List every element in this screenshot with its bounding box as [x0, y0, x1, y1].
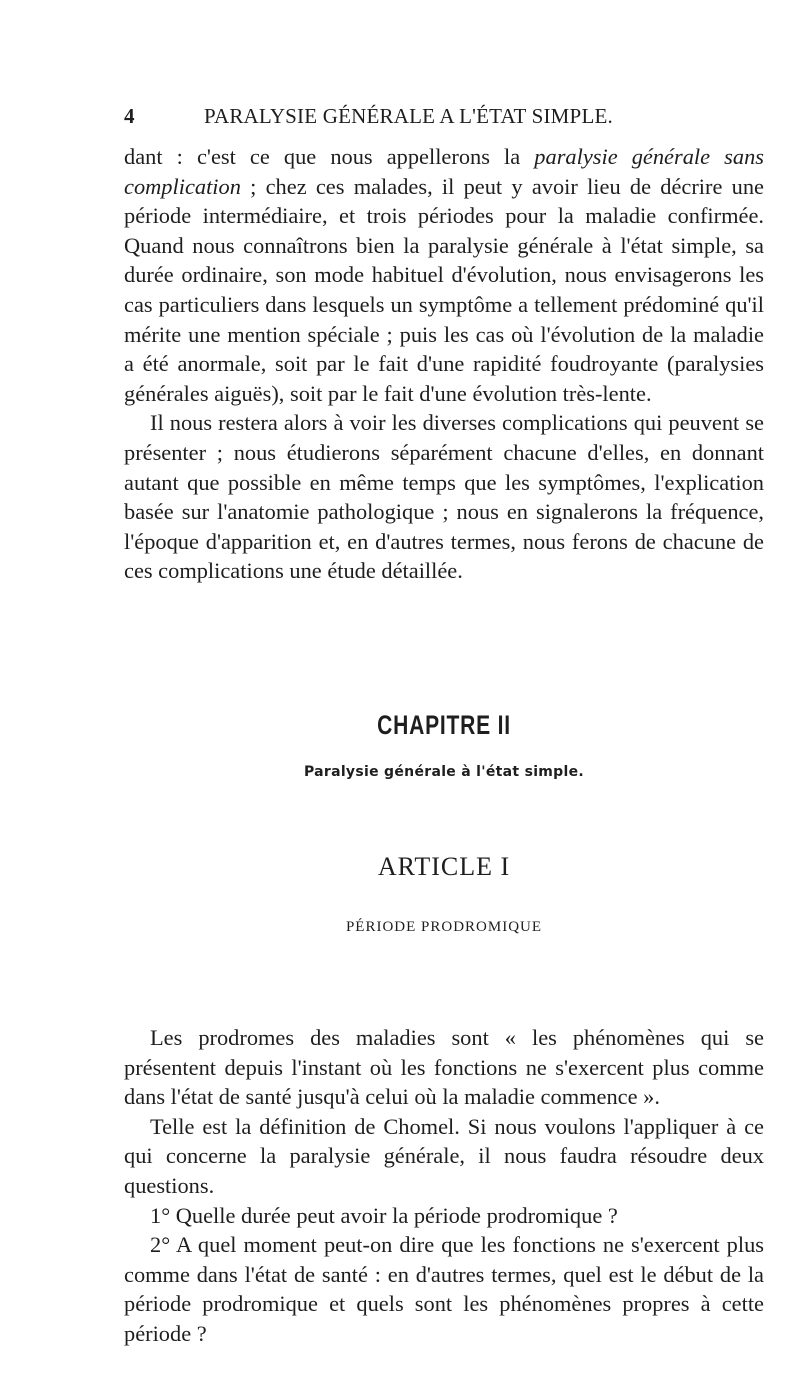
chapter-heading: CHAPITRE II — [377, 710, 511, 740]
question-2: 2° A quel moment peut-on dire que les fonctions ne s'exercent plus comme dans l'état de santé : en d'autres termes, quel est le début de la période prodromique et quels sont les phénomènes propres à cette période ? — [124, 1232, 764, 1346]
section-heading: PÉRIODE PRODROMIQUE — [345, 919, 543, 935]
running-title: PARALYSIE GÉNÉRALE A L'ÉTAT SIMPLE. — [204, 104, 613, 128]
italic-term: paralysie générale sans complication — [124, 144, 764, 199]
body-text — [124, 1023, 764, 1349]
running-header — [124, 104, 764, 134]
question-1: 1° Quelle durée peut avoir la période prodromique ? — [150, 1202, 618, 1228]
intro-paragraph-2: Il nous restera alors à voir les diverses complications qui peuvent se présenter ; nous étudierons séparément chacune d'elles, en donnant autant que possible en même temps que les symptômes, l'explication basée sur l'anatomie pathologique ; nous en signalerons la fréquence, l'époque d'apparition et, en d'autres termes, nous ferons de chacune de ces complications une étude détaillée. — [124, 410, 764, 584]
article-heading: ARTICLE I — [377, 852, 511, 881]
intro-rest: ; chez ces malades, il peut y avoir lieu de décrire une période intermédiaire, et trois périodes pour la maladie confirmée. Quand nous connaîtrons bien la paralysie générale à l'état simple, sa durée ordinaire, son mode habituel d'évolution, nous envisagerons les cas particuliers dans lesquels un symptôme a tellement prédominé qu'il mérite une mention spéciale ; puis les cas où l'évolution de la maladie a été anormale, soit par le fait d'une rapidité foudroyante (paralysies générales aiguës), soit par le fait d'une évolution très-lente. — [124, 173, 764, 406]
intro-paragraph — [124, 142, 764, 408]
page-number: 4 — [124, 104, 135, 128]
body-paragraph-2: Telle est la définition de Chomel. Si nous voulons l'appliquer à ce qui concerne la paralysie générale, il nous faudra résoudre deux questions. — [124, 1113, 764, 1198]
intro-lead: dant : c'est ce que nous appellerons la — [124, 144, 535, 169]
intro-text — [124, 142, 764, 586]
chapter-subtitle: Paralysie générale à l'état simple. — [303, 764, 585, 780]
body-paragraph-1: Les prodromes des maladies sont « les phénomènes qui se présentent depuis l'instant où les fonctions ne s'exercent plus comme dans l'état de santé jusqu'à celui où la maladie commence ». — [124, 1025, 764, 1110]
